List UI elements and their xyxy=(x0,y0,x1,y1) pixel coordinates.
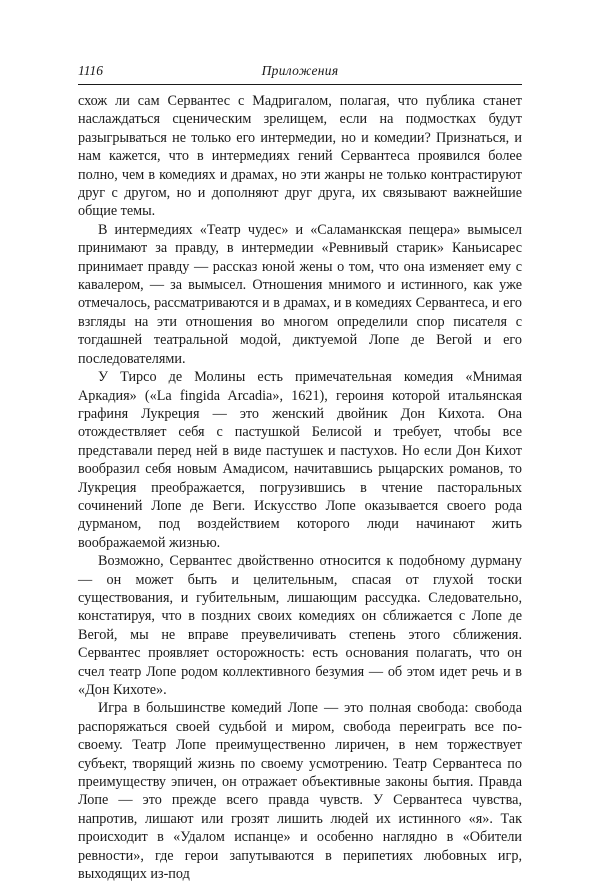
paragraph-5: Игра в большинстве комедий Лопе — это полная свобода: свобода распоряжаться своей судьбой и миром, свобода переиграть все по-своему. Театр Лопе преимущественно лиричен, в нем торжествует субъект, творящий жизнь по своему усмотрению. Театр Сервантеса по преимуществу эпичен, он отражает объективные законы бытия. Правда Лопе — это прежде всего правда чувств. У Сервантеса чувства, напротив, лишают или грозят лишить людей их истинного «я». Так происходит в «Удалом испанце» и особенно наглядно в «Обители ревности», где герои запутываются в перипетиях любовных игр, выходящих из-под xyxy=(78,700,522,883)
book-page xyxy=(78,62,522,883)
section-title: Приложения xyxy=(261,63,339,78)
paragraph-1: схож ли сам Сервантес с Мадригалом, полагая, что публика станет наслаждаться сценическим зрелищем, если на подмостках будут разыгрываться не только его интермедии, но и комедии? Признаться, и нам кажется, что в интермедиях гений Сервантеса проявился более полно, чем в комедиях и драмах, но эти жанры не только контрастируют друг с другом, но и дополняют друг друга, их связывают важнейшие общие темы. xyxy=(78,93,522,220)
page-number: 1116 xyxy=(78,63,103,78)
paragraph-4: Возможно, Сервантес двойственно относится к подобному дурману — он может быть и целительным, спасая от глухой тоски существования, и губительным, лишающим рассудка. Следовательно, констатируя, что в поздних своих комедиях он сближается с Лопе де Вегой, мы не вправе преувеличивать степень этого сближения. Сервантес проявляет осторожность: есть основания полагать, что он счел театр Лопе родом коллективного безумия — об этом идет речь и в «Дон Кихоте». xyxy=(78,553,522,698)
paragraph-2: В интермедиях «Театр чудес» и «Саламанкская пещера» вымысел принимают за правду, в интермедии «Ревнивый старик» Каньисарес принимает правду — рассказ юной жены о том, что она изменяет ему с кавалером, — за вымысел. Отношения мнимого и истинного, как уже отмечалось, рассматриваются и в драмах, и в комедиях Сервантеса, и его взгляды на эти отношения во многом определили спор писателя с тогдашней театральной модой, диктуемой Лопе де Вегой и его последователями. xyxy=(78,221,522,367)
paragraph-3: У Тирсо де Молины есть примечательная комедия «Мнимая Аркадия» («La fingida Arcadia», 1621), героиня которой итальянская графиня Лукреция — это женский двойник Дон Кихота. Она отождествляет себя с пастушкой Белисой и требует, чтобы все представали перед ней в виде пастушек и пастухов. Но если Дон Кихот вообразил себя новым Амадисом, начитавшись рыцарских романов, то Лукреция преображается, погрузившись в чтение пасторальных сочинений Лопе де Веги. Искусство Лопе оказывается своего рода дурманом, под воздействием которого люди начинают жить воображаемой жизнью. xyxy=(78,369,522,551)
header-rule xyxy=(78,84,522,85)
running-head xyxy=(78,62,522,80)
body-text xyxy=(78,92,522,883)
